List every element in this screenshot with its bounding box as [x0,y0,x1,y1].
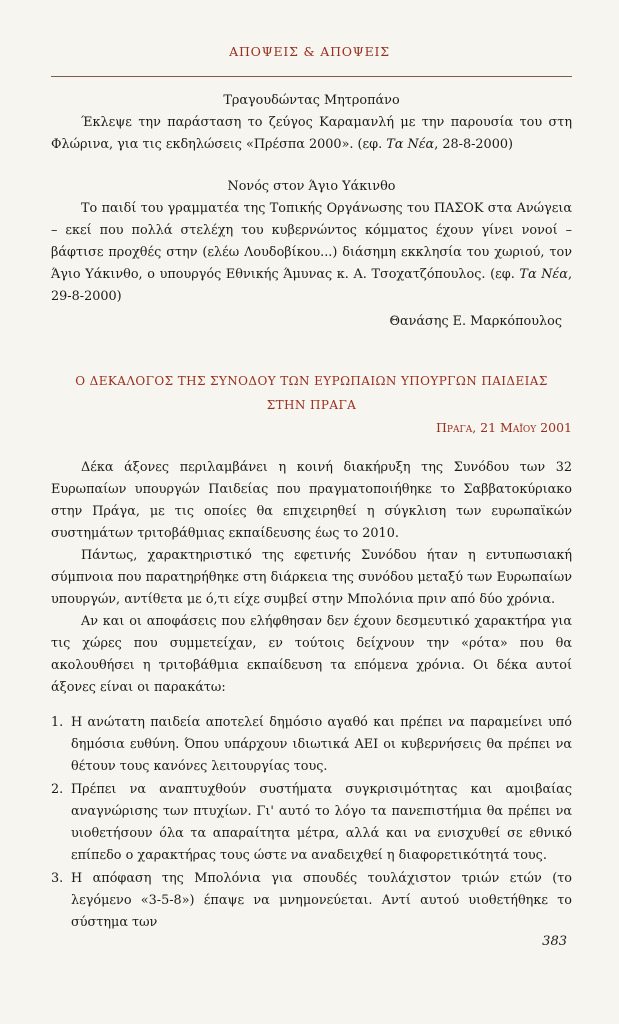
header-rule [51,76,572,77]
press-item-1 [51,90,572,156]
list-item-number: 1. [51,715,64,730]
section-dateline: Πραγα, 21 Μαΐου 2001 [436,420,572,435]
list-item-text: Πρέπει να αναπτυχθούν συστήματα συγκρισιμότητας και αμοιβαίας αναγνώρισης των πτυχίων. Γι' αυτό το λόγο τα πανεπιστήμια θα πρέπει να υιοθετήσουν όλα τα απαραίτητα μέτρα, αλλά και να ενισχυθεί σε εθνικό επίπεδο ο χαρακτήρας τους ώστε να αναδειχθεί η διαφορετικότητά τους. [71,782,572,863]
list-item-text: Η απόφαση της Μπολόνια για σπουδές τουλάχιστον τριών ετών (το λεγόμενο «3-5-8») έπαψε να μνημονεύεται. Αντί αυτού υιοθετήθηκε το σύστημα των [71,871,572,930]
list-item [51,868,572,934]
press-item-source: Τα Νέα [386,137,435,152]
list-item-text: Η ανώτατη παιδεία αποτελεί δημόσιο αγαθό και πρέπει να παραμείνει υπό δημόσια ευθύνη. Όπου υπάρχουν ιδιωτικά ΑΕΙ οι κυβερνήσεις θα πρέπει να θέτουν τους κανόνες λειτουργίας τους. [71,715,572,774]
body-paragraph: Αν και οι αποφάσεις που ελήφθησαν δεν έχουν δεσμευτικό χαρακτήρα για τις χώρες που συμμετείχαν, εν τούτοις δείχνουν την «ρότα» που θα ακολουθήσει η τριτοβάθμια εκπαίδευση τα επόμενα χρόνια. Οι δέκα αυτοί άξονες είναι οι παρακάτω: [51,614,572,695]
section-title-line2: ΣΤΗΝ ΠΡΑΓΑ [266,398,357,412]
body-paragraph: Δέκα άξονες περιλαμβάνει η κοινή διακήρυξη της Συνόδου των 32 Ευρωπαίων υπουργών Παιδείας που πραγματοποιήθηκε το Σαββατοκύριακο στην Πράγα, με τις οποίες θα επιχειρηθεί η σύγκλιση των ευρωπαϊκών συστημάτων τριτοβάθμιας εκπαίδευσης έως το 2010. [51,460,572,541]
article-body [51,457,572,699]
list-item [51,712,572,778]
author-signature: Θανάσης Ε. Μαρκόπουλος [389,314,562,329]
press-item-title: Τραγουδώντας Μητροπάνο [223,93,400,108]
body-paragraph: Πάντως, χαρακτηριστικό της εφετινής Συνόδου ήταν η εντυπωσιακή σύμπνοια που παρατηρήθηκε στη διάρκεια της συνόδου μεταξύ των Ευρωπαίων υπουργών, αντίθετα με ό,τι είχε συμβεί στην Μπολόνια πριν από δύο χρόνια. [51,548,572,607]
press-item-2 [51,176,572,333]
section-title-line1: Ο ΔΕΚΑΛΟΓΟΣ ΤΗΣ ΣΥΝΟΔΟΥ ΤΩΝ ΕΥΡΩΠΑΙΩΝ ΥΠΟΥΡΓΩΝ ΠΑΙΔΕΙΑΣ [75,374,548,388]
list-item [51,779,572,867]
list-item-number: 2. [51,782,64,797]
page-number: 383 [542,934,567,949]
points-list [51,712,572,935]
running-head: ΑΠΟΨΕΙΣ & ΑΠΟΨΕΙΣ [229,44,390,59]
section-heading [51,369,572,439]
press-item-body: Έκλεψε την παράσταση το ζεύγος Καραμανλή με την παρουσία του στη Φλώρινα, για τις εκδηλώσεις «Πρέσπα 2000». (εφ. Τα Νέα, 28-8-2000) [51,115,572,152]
press-item-title: Νονός στον Άγιο Υάκινθο [227,179,396,194]
press-item-source: Τα Νέα [519,267,568,282]
list-item-number: 3. [51,871,64,886]
press-item-body: Το παιδί του γραμματέα της Τοπικής Οργάνωσης του ΠΑΣΟΚ στα Ανώγεια – εκεί που πολλά στελέχη του κυβερνώντος κόμματος έχουν γίνει νονοί – βάφτισε προχθές στην (ελέω Λουδοβίκου...) διάσημη εκκλησία του χωριού, τον Άγιο Υάκινθο, ο υπουργός Εθνικής Άμυνας κ. Α. Τσοχατζόπουλος. (εφ. Τα Νέα, 29-8-2000) [51,201,573,304]
